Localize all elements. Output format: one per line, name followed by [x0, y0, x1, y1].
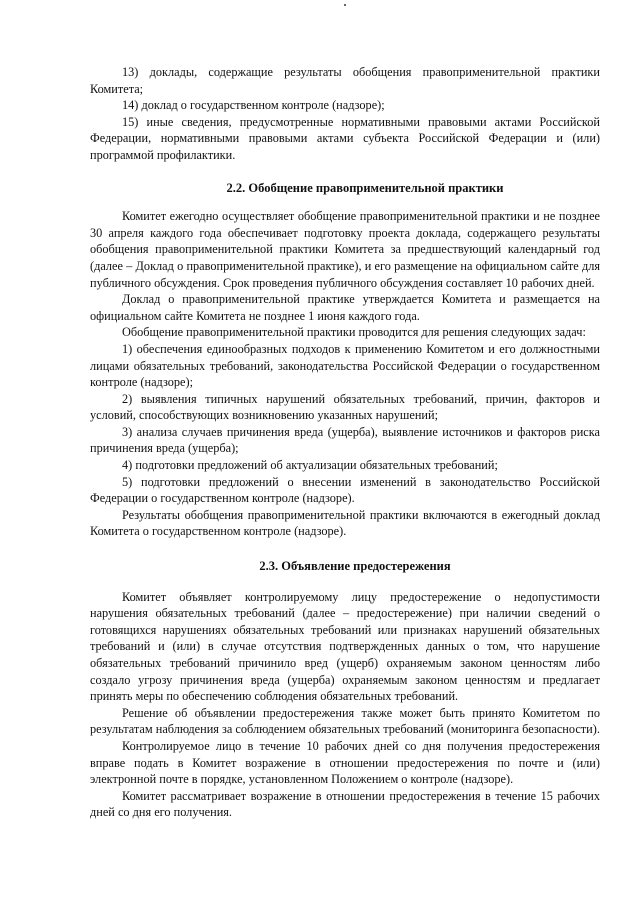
section-2-2-paragraph-3: Обобщение правоприменительной практики проводится для решения следующих задач:	[122, 325, 586, 340]
list-item-14: 14) доклад о государственном контроле (надзоре);	[122, 98, 385, 113]
section-2-3-paragraph-3: Контролируемое лицо в течение 10 рабочих дней со дня получения предостережения вправе подать в Комитет возражение в отношении предостережения по почте и (или) электронной почте в порядке, установленном Положением о контроле (надзоре).	[90, 738, 600, 787]
section-2-3-paragraph-4: Комитет рассматривает возражение в отношении предостережения в течение 15 рабочих дней со дня его получения.	[90, 788, 600, 820]
list-item-15: 15) иные сведения, предусмотренные нормативными правовыми актами Российской Федерации, нормативными правовыми актами субъекта Российской Федерации и (или) программой профилактики.	[90, 114, 600, 162]
section-2-2-paragraph-1: Комитет ежегодно осуществляет обобщение правоприменительной практики и не позднее 30 апреля каждого года обеспечивает подготовку проекта доклада, содержащего результаты обобщения правоприменительной практики Комитета за предшествующий календарный год (далее – Доклад о правоприменительной практике), и его размещение на официальном сайте для публичного обсуждения. Срок проведения публичного обсуждения составляет 10 рабочих дней.	[90, 209, 600, 290]
list-item-13: 13) доклады, содержащие результаты обобщения правоприменительной практики Комитета;	[90, 65, 600, 96]
task-item-5: 5) подготовки предложений о внесении изменений в законодательство Российской Федерации о государственном контроле (надзоре).	[90, 474, 600, 506]
task-item-2: 2) выявления типичных нарушений обязательных требований, причин, факторов и условий, способствующих возникновению указанных нарушений;	[90, 391, 600, 423]
section-2-2-paragraph-2: Доклад о правоприменительной практике утверждается Комитета и размещается на официальном сайте Комитета не позднее 1 июня каждого года.	[90, 292, 600, 323]
section-2-3-paragraph-2: Решение об объявлении предостережения также может быть принято Комитетом по результатам наблюдения за соблюдением обязательных требований (мониторинга безопасности).	[90, 705, 600, 737]
task-item-3: 3) анализа случаев причинения вреда (ущерба), выявление источников и факторов риска причинения вреда (ущерба);	[90, 424, 600, 456]
document-body	[90, 64, 600, 821]
section-2-3-title: 2.3. Объявление предостережения	[259, 559, 451, 574]
section-2-2-paragraph-4: Результаты обобщения правоприменительной практики включаются в ежегодный доклад Комитета о государственном контроле (надзоре).	[90, 507, 600, 539]
section-2-2-title: 2.2. Обобщение правоприменительной практики	[226, 180, 504, 195]
section-2-3-paragraph-1: Комитет объявляет контролируемому лицу предостережение о недопустимости нарушения обязательных требований (далее – предостережение) при наличии сведений о готовящихся нарушениях обязательных требований или признаках нарушений обязательных требований и (или) в случае отсутствия подтвержденных данных о том, что нарушение обязательных требований причинило вред (ущерб) охраняемым законом ценностям либо создало угрозу причинения вреда (ущерба) охраняемым законом ценностям и предлагает принять меры по обеспечению соблюдения обязательных требований.	[90, 589, 600, 704]
task-item-1: 1) обеспечения единообразных подходов к применению Комитетом и его должностными лицами обязательных требований, законодательства Российской Федерации о государственном контроле (надзоре);	[90, 341, 600, 390]
scan-artifact	[344, 4, 346, 6]
task-item-4: 4) подготовки предложений об актуализации обязательных требований;	[122, 458, 498, 473]
